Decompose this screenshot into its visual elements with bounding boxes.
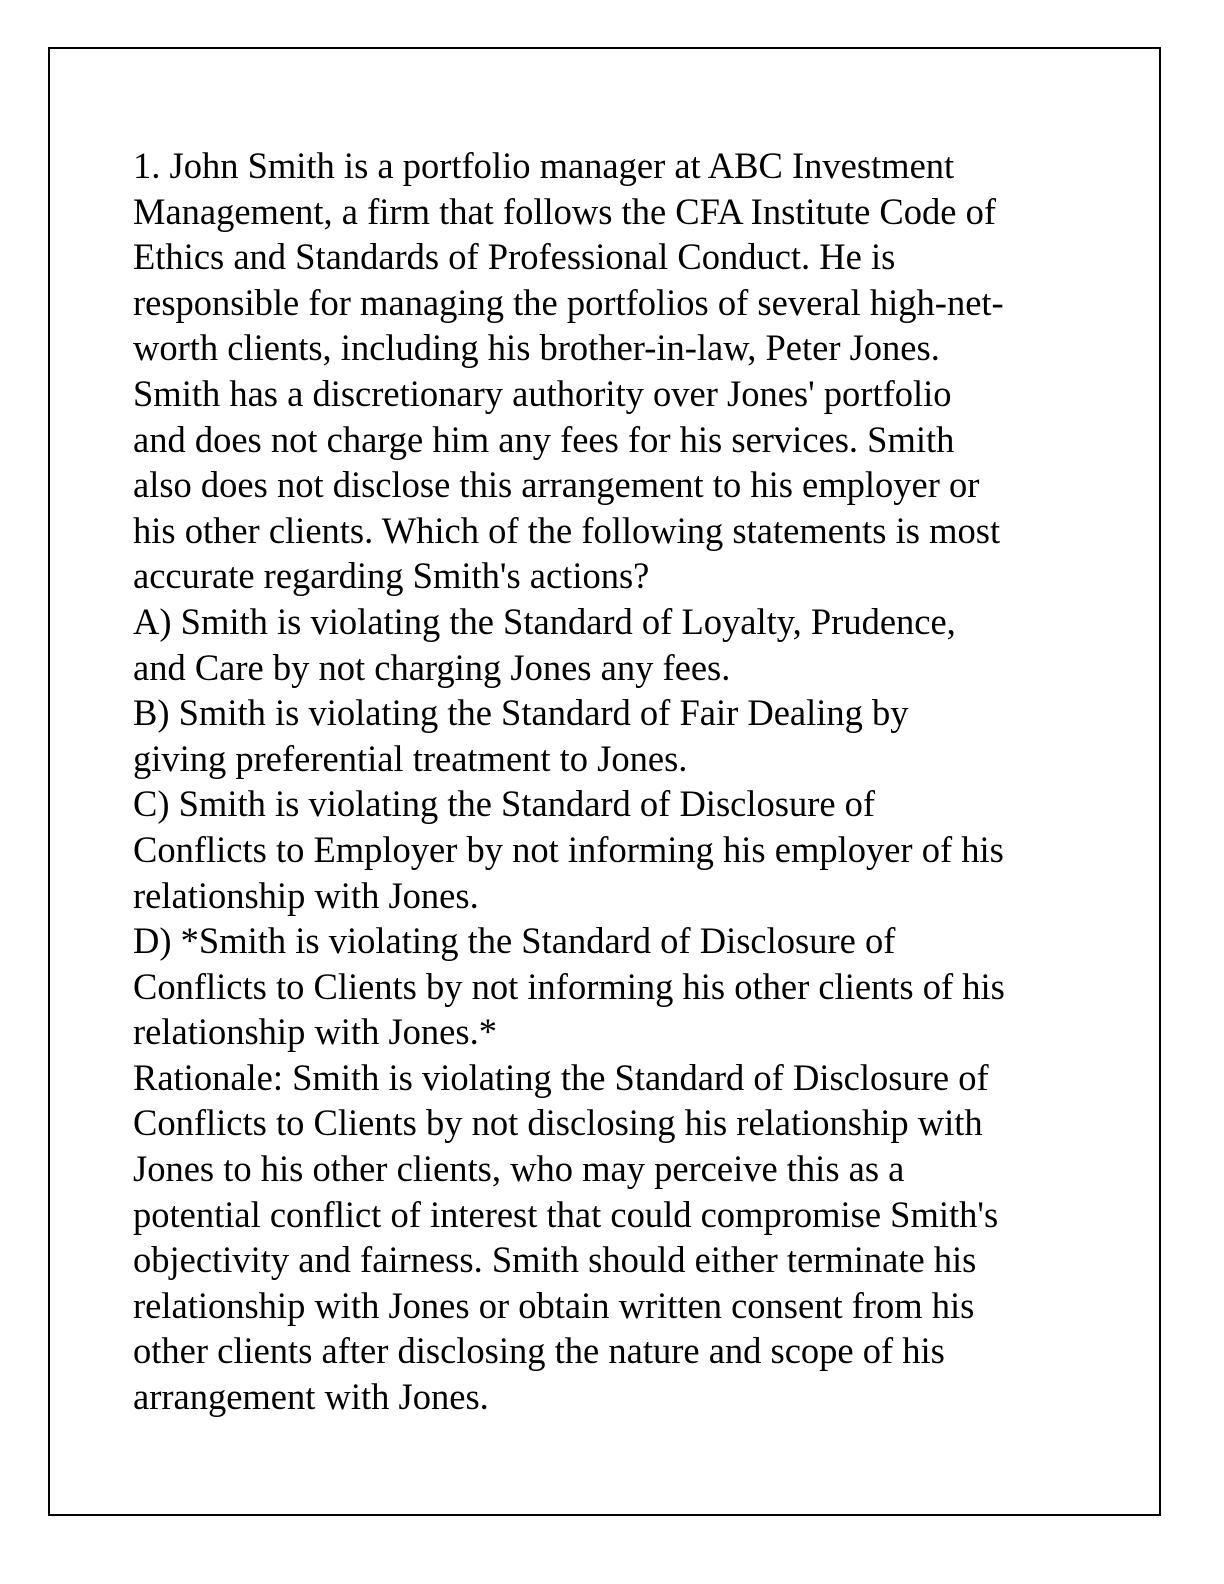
- option-c-line: relationship with Jones.: [133, 874, 479, 916]
- question-line: worth clients, including his brother-in-law, Peter Jones.: [133, 327, 940, 369]
- rationale-line: Rationale: Smith is violating the Standard of Disclosure of: [133, 1056, 989, 1098]
- question-line: accurate regarding Smith's actions?: [133, 555, 650, 597]
- rationale-line: Jones to his other clients, who may perceive this as a: [133, 1148, 905, 1190]
- rationale-line: Conflicts to Clients by not disclosing his relationship with: [133, 1102, 983, 1144]
- question-line: his other clients. Which of the following statements is most: [133, 509, 1001, 551]
- option-c-line: Conflicts to Employer by not informing his employer of his: [133, 828, 1004, 870]
- option-b-line: giving preferential treatment to Jones.: [133, 737, 688, 779]
- option-d-line: Conflicts to Clients by not informing his other clients of his: [133, 965, 1005, 1007]
- question-line: Ethics and Standards of Professional Conduct. He is: [133, 236, 896, 278]
- question-text-block: [133, 143, 1113, 1420]
- rationale-line: objectivity and fairness. Smith should either terminate his: [133, 1239, 977, 1281]
- option-a-line: and Care by not charging Jones any fees.: [133, 646, 731, 688]
- question-line: Smith has a discretionary authority over Jones' portfolio: [133, 372, 952, 414]
- rationale-line: other clients after disclosing the nature and scope of his: [133, 1330, 945, 1372]
- option-d-line: relationship with Jones.*: [133, 1011, 497, 1053]
- question-line: and does not charge him any fees for his services. Smith: [133, 418, 955, 460]
- option-c-line: C) Smith is violating the Standard of Disclosure of: [133, 783, 876, 825]
- rationale-line: arrangement with Jones.: [133, 1376, 489, 1418]
- option-a-line: A) Smith is violating the Standard of Loyalty, Prudence,: [133, 600, 956, 642]
- question-line: also does not disclose this arrangement to his employer or: [133, 464, 980, 506]
- question-line: responsible for managing the portfolios of several high-net-: [133, 281, 1004, 323]
- option-d-line: D) *Smith is violating the Standard of Disclosure of: [133, 920, 896, 962]
- question-line: 1. John Smith is a portfolio manager at ABC Investment: [133, 145, 955, 186]
- rationale-line: relationship with Jones or obtain written consent from his: [133, 1284, 975, 1326]
- rationale-line: potential conflict of interest that could compromise Smith's: [133, 1193, 999, 1235]
- option-b-line: B) Smith is violating the Standard of Fair Dealing by: [133, 692, 909, 734]
- question-line: Management, a firm that follows the CFA Institute Code of: [133, 190, 997, 232]
